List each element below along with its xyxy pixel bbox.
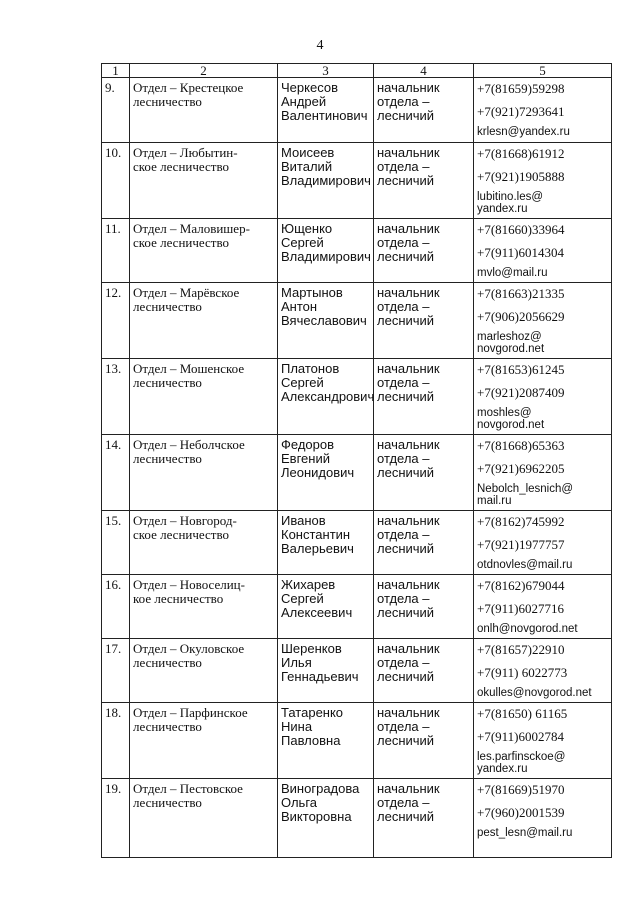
department-cell: [130, 779, 278, 858]
position-line: лесничий: [377, 313, 435, 328]
department-line: ское лесничество: [133, 527, 230, 542]
person-name-line: Константин: [281, 527, 351, 542]
contact-cell: [474, 703, 612, 779]
table-row: [102, 283, 612, 359]
column-header: 4: [374, 64, 474, 78]
department-line: Отдел – Новоселиц-: [133, 577, 245, 592]
person-name-line: Моисеев: [281, 145, 335, 160]
department-line: лесничество: [133, 719, 202, 734]
phone-number: +7(921)1905888: [477, 169, 565, 184]
position-line: отдела –: [377, 655, 430, 670]
phone-number: +7(911)6027716: [477, 601, 565, 616]
email-address: marleshoz@: [477, 331, 542, 343]
department-cell: [130, 435, 278, 511]
phone-number: +7(921)6962205: [477, 461, 565, 476]
person-name-line: Виноградова: [281, 781, 360, 796]
contact-cell: [474, 639, 612, 703]
person-name-line: Валентинович: [281, 108, 368, 123]
position-line: лесничий: [377, 669, 435, 684]
phone-number: +7(911) 6022773: [477, 665, 568, 680]
person-name-line: Жихарев: [281, 577, 336, 592]
table-row: [102, 639, 612, 703]
row-number: 9.: [102, 78, 130, 143]
email-address: moshles@: [477, 407, 532, 419]
person-name-line: Викторовна: [281, 809, 352, 824]
person-name-line: Александрович: [281, 389, 375, 404]
position-line: отдела –: [377, 375, 430, 390]
department-line: Отдел – Парфинское: [133, 705, 248, 720]
phone-number: +7(8162)745992: [477, 514, 565, 529]
person-name-line: Сергей: [281, 235, 324, 250]
position-line: отдела –: [377, 527, 430, 542]
department-line: Отдел – Любытин-: [133, 145, 238, 160]
phone-number: +7(81663)21335: [477, 286, 565, 301]
person-cell: [278, 78, 374, 143]
department-line: Отдел – Окуловское: [133, 641, 245, 656]
department-line: лесничество: [133, 655, 202, 670]
department-cell: [130, 511, 278, 575]
row-number: 13.: [102, 359, 130, 435]
department-line: ское лесничество: [133, 235, 230, 250]
position-line: отдела –: [377, 795, 430, 810]
contact-cell: [474, 779, 612, 858]
column-header: 3: [278, 64, 374, 78]
position-line: начальник: [377, 437, 440, 452]
table-row: [102, 359, 612, 435]
contact-cell: [474, 511, 612, 575]
person-cell: [278, 703, 374, 779]
row-number: 18.: [102, 703, 130, 779]
department-cell: [130, 143, 278, 219]
table-body: [102, 78, 612, 858]
email-address: pest_lesn@mail.ru: [477, 827, 573, 839]
person-name-line: Вячеславович: [281, 313, 367, 328]
person-cell: [278, 359, 374, 435]
department-cell: [130, 703, 278, 779]
department-line: кое лесничество: [133, 591, 224, 606]
department-line: ское лесничество: [133, 159, 230, 174]
position-line: начальник: [377, 577, 440, 592]
contact-cell: [474, 78, 612, 143]
position-line: начальник: [377, 361, 440, 376]
phone-number: +7(81650) 61165: [477, 706, 568, 721]
position-line: отдела –: [377, 719, 430, 734]
phone-number: +7(81657)22910: [477, 642, 565, 657]
department-cell: [130, 283, 278, 359]
phone-number: +7(81669)51970: [477, 782, 565, 797]
contact-cell: [474, 219, 612, 283]
person-name-line: Татаренко: [281, 705, 344, 720]
position-line: отдела –: [377, 94, 430, 109]
position-line: лесничий: [377, 733, 435, 748]
email-address: lubitino.les@: [477, 191, 544, 203]
row-number: 14.: [102, 435, 130, 511]
email-address: otdnovles@mail.ru: [477, 559, 573, 571]
department-cell: [130, 575, 278, 639]
email-address: onlh@novgorod.net: [477, 623, 578, 635]
person-cell: [278, 639, 374, 703]
phone-number: +7(911)6002784: [477, 729, 565, 744]
position-cell: [374, 703, 474, 779]
phone-number: +7(906)2056629: [477, 309, 565, 324]
position-cell: [374, 78, 474, 143]
person-name-line: Леонидович: [281, 465, 355, 480]
position-cell: [374, 359, 474, 435]
phone-number: +7(921)7293641: [477, 104, 565, 119]
department-line: лесничество: [133, 795, 202, 810]
person-name-line: Мартынов: [281, 285, 343, 300]
department-line: Отдел – Маловишер-: [133, 221, 250, 236]
person-cell: [278, 511, 374, 575]
department-cell: [130, 639, 278, 703]
contact-cell: [474, 435, 612, 511]
person-cell: [278, 283, 374, 359]
contact-cell: [474, 575, 612, 639]
table-row: [102, 78, 612, 143]
person-name-line: Сергей: [281, 591, 324, 606]
row-number: 11.: [102, 219, 130, 283]
person-cell: [278, 779, 374, 858]
person-cell: [278, 435, 374, 511]
position-cell: [374, 511, 474, 575]
person-name-line: Андрей: [281, 94, 327, 109]
position-cell: [374, 639, 474, 703]
contacts-table: [101, 63, 612, 858]
person-name-line: Илья: [281, 655, 312, 670]
phone-number: +7(911)6014304: [477, 245, 565, 260]
table-header-row: [102, 64, 612, 78]
position-cell: [374, 219, 474, 283]
email-address: yandex.ru: [477, 203, 528, 215]
department-cell: [130, 359, 278, 435]
email-address: les.parfinsckoe@: [477, 751, 566, 763]
email-address: mvlo@mail.ru: [477, 267, 548, 279]
position-line: начальник: [377, 221, 440, 236]
department-cell: [130, 219, 278, 283]
column-header: 2: [130, 64, 278, 78]
position-line: отдела –: [377, 299, 430, 314]
position-line: лесничий: [377, 809, 435, 824]
department-line: Отдел – Неболчское: [133, 437, 245, 452]
table-row: [102, 435, 612, 511]
department-line: лесничество: [133, 375, 202, 390]
department-line: Отдел – Новгород-: [133, 513, 237, 528]
table-row: [102, 703, 612, 779]
email-address: novgorod.net: [477, 419, 545, 431]
person-name-line: Федоров: [281, 437, 335, 452]
person-name-line: Владимирович: [281, 249, 371, 264]
person-name-line: Владимирович: [281, 173, 371, 188]
person-name-line: Алексеевич: [281, 605, 353, 620]
position-cell: [374, 779, 474, 858]
email-address: okulles@novgorod.net: [477, 687, 592, 699]
position-line: начальник: [377, 513, 440, 528]
position-line: отдела –: [377, 159, 430, 174]
position-line: отдела –: [377, 451, 430, 466]
table-row: [102, 219, 612, 283]
position-cell: [374, 143, 474, 219]
person-name-line: Сергей: [281, 375, 324, 390]
person-name-line: Ющенко: [281, 221, 333, 236]
department-cell: [130, 78, 278, 143]
person-name-line: Евгений: [281, 451, 330, 466]
department-line: Отдел – Мошенское: [133, 361, 245, 376]
position-line: лесничий: [377, 249, 435, 264]
table-row: [102, 779, 612, 858]
phone-number: +7(81660)33964: [477, 222, 565, 237]
position-line: лесничий: [377, 465, 435, 480]
person-name-line: Платонов: [281, 361, 340, 376]
position-line: начальник: [377, 80, 440, 95]
person-name-line: Антон: [281, 299, 318, 314]
phone-number: +7(8162)679044: [477, 578, 565, 593]
column-header: 1: [102, 64, 130, 78]
person-name-line: Павловна: [281, 733, 341, 748]
department-line: Отдел – Пестовское: [133, 781, 243, 796]
position-cell: [374, 283, 474, 359]
position-line: лесничий: [377, 173, 435, 188]
position-cell: [374, 575, 474, 639]
email-address: krlesn@yandex.ru: [477, 126, 570, 138]
contact-cell: [474, 143, 612, 219]
person-name-line: Иванов: [281, 513, 326, 528]
table-row: [102, 143, 612, 219]
email-address: yandex.ru: [477, 763, 528, 775]
position-line: начальник: [377, 285, 440, 300]
department-line: Отдел – Марёвское: [133, 285, 240, 300]
person-name-line: Ольга: [281, 795, 318, 810]
position-line: начальник: [377, 641, 440, 656]
person-name-line: Черкесов: [281, 80, 338, 95]
row-number: 16.: [102, 575, 130, 639]
email-address: novgorod.net: [477, 343, 545, 355]
phone-number: +7(921)1977757: [477, 537, 565, 552]
position-line: лесничий: [377, 541, 435, 556]
position-line: начальник: [377, 781, 440, 796]
person-cell: [278, 143, 374, 219]
department-line: лесничество: [133, 451, 202, 466]
position-line: лесничий: [377, 605, 435, 620]
position-line: начальник: [377, 705, 440, 720]
phone-number: +7(81668)65363: [477, 438, 565, 453]
person-name-line: Валерьевич: [281, 541, 354, 556]
position-line: отдела –: [377, 235, 430, 250]
position-line: начальник: [377, 145, 440, 160]
phone-number: +7(81653)61245: [477, 362, 565, 377]
person-name-line: Нина: [281, 719, 313, 734]
contact-cell: [474, 359, 612, 435]
phone-number: +7(921)2087409: [477, 385, 565, 400]
table-row: [102, 511, 612, 575]
person-name-line: Шеренков: [281, 641, 342, 656]
position-line: лесничий: [377, 389, 435, 404]
person-name-line: Виталий: [281, 159, 333, 174]
person-cell: [278, 575, 374, 639]
row-number: 17.: [102, 639, 130, 703]
phone-number: +7(81659)59298: [477, 81, 565, 96]
department-line: лесничество: [133, 299, 202, 314]
row-number: 15.: [102, 511, 130, 575]
phone-number: +7(81668)61912: [477, 146, 565, 161]
row-number: 12.: [102, 283, 130, 359]
page-number: 4: [316, 38, 324, 53]
position-line: отдела –: [377, 591, 430, 606]
position-cell: [374, 435, 474, 511]
department-line: лесничество: [133, 94, 202, 109]
column-header: 5: [474, 64, 612, 78]
person-cell: [278, 219, 374, 283]
row-number: 19.: [102, 779, 130, 858]
department-line: Отдел – Крестецкое: [133, 80, 244, 95]
table-row: [102, 575, 612, 639]
position-line: лесничий: [377, 108, 435, 123]
row-number: 10.: [102, 143, 130, 219]
contact-cell: [474, 283, 612, 359]
email-address: mail.ru: [477, 495, 512, 507]
person-name-line: Геннадьевич: [281, 669, 359, 684]
email-address: Nebolch_lesnich@: [477, 483, 574, 495]
phone-number: +7(960)2001539: [477, 805, 565, 820]
